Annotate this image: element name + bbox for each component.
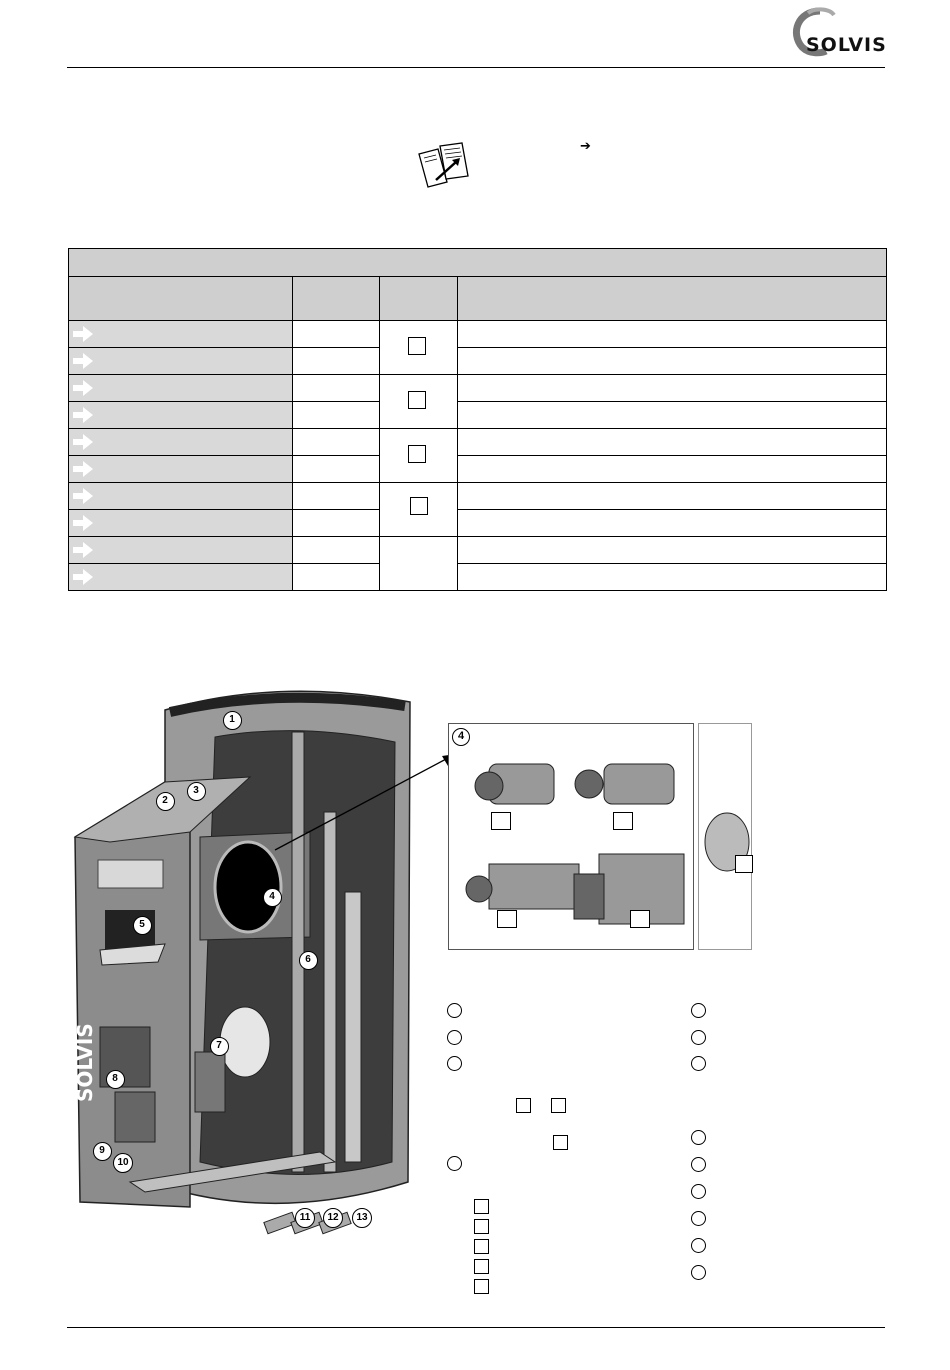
legend-marker [447, 1030, 462, 1045]
table-row [69, 537, 887, 564]
callout-3: 3 [187, 782, 206, 801]
legend-checkbox[interactable] [474, 1219, 489, 1234]
heater-variants-icon [449, 724, 693, 949]
variant-checkbox[interactable] [613, 812, 633, 830]
variant-checkbox[interactable] [491, 812, 511, 830]
legend-marker [447, 1003, 462, 1018]
legend-checkbox[interactable] [474, 1239, 489, 1254]
row-arrow-icon [72, 380, 94, 396]
documents-icon [416, 140, 472, 190]
callout-7: 7 [210, 1037, 229, 1056]
callout-8: 8 [106, 1070, 125, 1089]
callout-4: 4 [263, 888, 282, 907]
legend-checkbox[interactable] [474, 1259, 489, 1274]
legend-marker [691, 1130, 706, 1145]
reference-arrow: ➔ [580, 139, 591, 154]
row-arrow-icon [72, 542, 94, 558]
callout-1: 1 [223, 711, 242, 730]
table-row [69, 402, 887, 429]
row-arrow-icon [72, 515, 94, 531]
legend-marker [691, 1003, 706, 1018]
variant-checkbox[interactable] [630, 910, 650, 928]
table-row [69, 321, 887, 348]
table-row [69, 456, 887, 483]
legend-checkbox[interactable] [474, 1279, 489, 1294]
legend-checkbox[interactable] [516, 1098, 531, 1113]
brand-name: SOLVIS [806, 34, 887, 56]
legend-checkbox[interactable] [474, 1199, 489, 1214]
option-checkbox[interactable] [408, 337, 426, 355]
row-arrow-icon [72, 569, 94, 585]
overview-table [68, 248, 887, 591]
table-row [69, 483, 887, 510]
option-checkbox[interactable] [410, 497, 428, 515]
flange-checkbox[interactable] [735, 855, 753, 873]
legend-checkbox[interactable] [551, 1098, 566, 1113]
callout-11: 11 [295, 1208, 315, 1228]
callout-5: 5 [133, 916, 152, 935]
callout-6: 6 [299, 951, 318, 970]
footer-rule [67, 1327, 885, 1328]
legend-marker [691, 1265, 706, 1280]
row-arrow-icon [72, 434, 94, 450]
row-arrow-icon [72, 326, 94, 342]
callout-2: 2 [156, 792, 175, 811]
legend-marker [691, 1157, 706, 1172]
option-checkbox[interactable] [408, 445, 426, 463]
legend-checkbox[interactable] [553, 1135, 568, 1150]
table-title-row [69, 249, 887, 277]
variant-checkbox[interactable] [497, 910, 517, 928]
detail-label: 4 [452, 728, 470, 746]
row-arrow-icon [72, 488, 94, 504]
legend-marker [691, 1238, 706, 1253]
legend-marker [447, 1156, 462, 1171]
callout-12: 12 [323, 1208, 343, 1228]
row-arrow-icon [72, 407, 94, 423]
table-row [69, 510, 887, 537]
callout-10: 10 [113, 1153, 133, 1173]
row-arrow-icon [72, 353, 94, 369]
legend-marker [691, 1184, 706, 1199]
legend-marker [447, 1056, 462, 1071]
table-row [69, 429, 887, 456]
legend-marker [691, 1211, 706, 1226]
callout-9: 9 [93, 1142, 112, 1161]
callout-13: 13 [352, 1208, 372, 1228]
side-brand-text: SOLVIS [73, 1023, 97, 1102]
table-row [69, 375, 887, 402]
legend-marker [691, 1056, 706, 1071]
row-arrow-icon [72, 461, 94, 477]
header-rule [67, 67, 885, 68]
legend-marker [691, 1030, 706, 1045]
table-header-row [69, 277, 887, 321]
table-row [69, 348, 887, 375]
flange-panel [698, 723, 752, 950]
pointer-arrow-icon [270, 750, 460, 860]
option-checkbox[interactable] [408, 391, 426, 409]
heater-options-panel [448, 723, 694, 950]
table-row [69, 564, 887, 591]
